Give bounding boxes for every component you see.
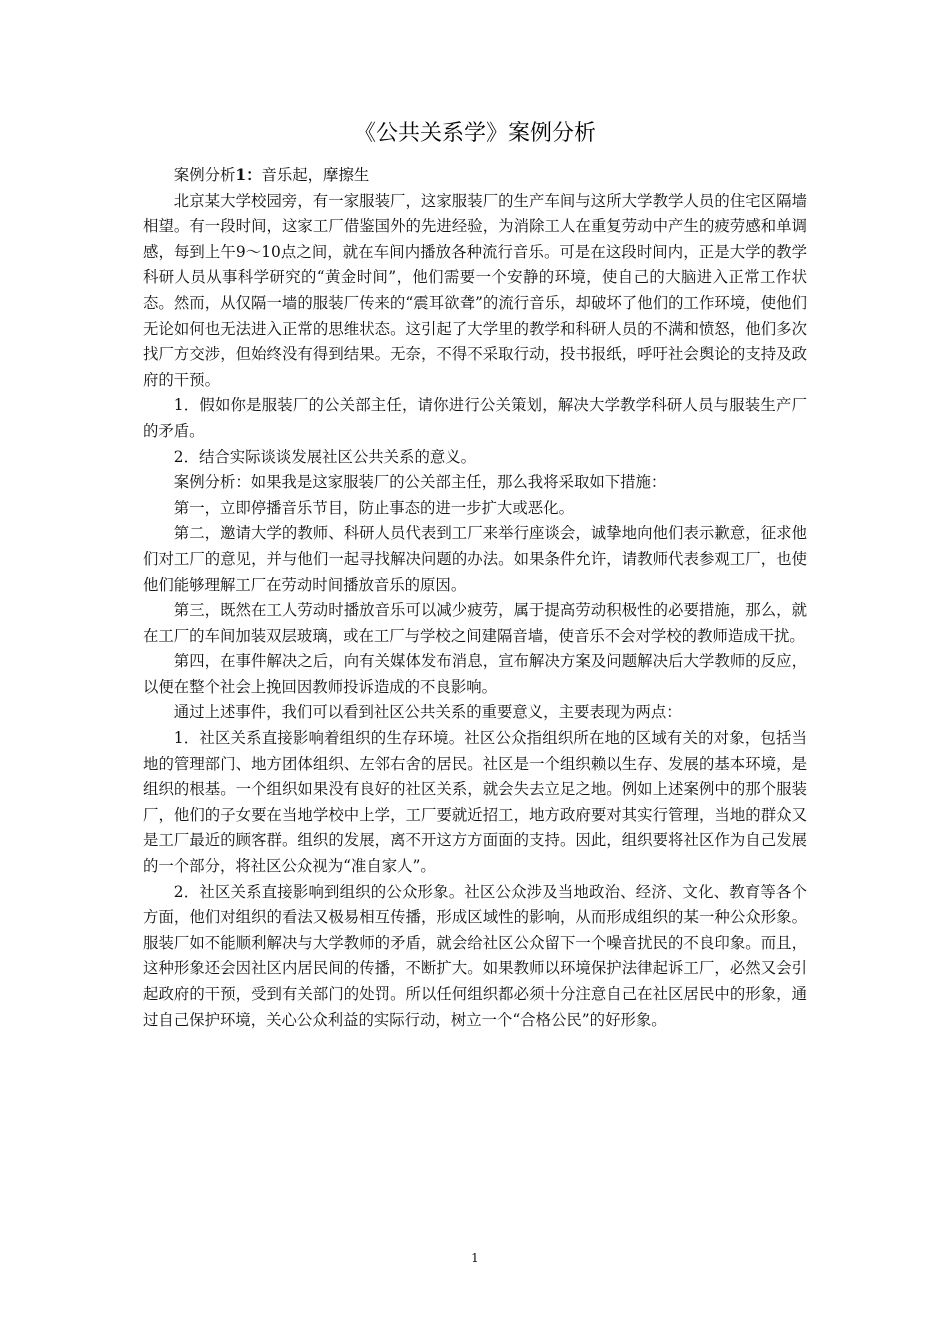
document-title: 《公共关系学》案例分析	[353, 121, 596, 146]
paragraph-significance-intro: 通过上述事件，我们可以看到社区公共关系的重要意义，主要表现为两点：	[173, 703, 682, 722]
paragraph-significance-2: 2．社区关系直接影响到组织的公众形象。社区公众涉及当地政治、经济、文化、教育等各个方面，他们对组织的看法又极易相互传播，形成区域性的影响，从而形成组织的某一种公众形象。服装厂如不能顺利解决与大学教师的矛盾，就会给社区公众留下一个噪音扰民的不良印象。而且，这种形象还会因社区内居民间的传播，不断扩大。如果教师以环境保护法律起诉工厂，必然又会引起政府的干预，受到有关部门的处罚。所以任何组织都必须十分注意自己在社区居民中的形象，通过自己保护环境，关心公众利益的实际行动，树立一个“合格公民”的好形象。	[143, 882, 807, 1029]
case-heading-label: 案例分析	[173, 166, 236, 184]
case-heading-title: 音乐起，摩擦生	[261, 166, 370, 184]
page-number: 1	[471, 1251, 479, 1265]
paragraph-measure-3: 第三，既然在工人劳动时播放音乐可以减少疲劳，属于提高劳动积极性的必要措施，那么，就在工厂的车间加装双层玻璃，或在工厂与学校之间建隔音墙，使音乐不会对学校的教师造成干扰。	[143, 601, 807, 645]
paragraph-measure-1: 第一，立即停播音乐节目，防止事态的进一步扩大或恶化。	[173, 498, 574, 517]
paragraph-measure-4: 第四，在事件解决之后，向有关媒体发布消息，宣布解决方案及问题解决后大学教师的反应，以便在整个社会上挽回因教师投诉造成的不良影响。	[143, 652, 807, 696]
paragraph-question-1: 1．假如你是服装厂的公关部主任，请你进行公关策划，解决大学教学科研人员与服装生产厂的矛盾。	[143, 396, 807, 440]
case-heading	[143, 163, 807, 189]
paragraph-case-background: 北京某大学校园旁，有一家服装厂，这家服装厂的生产车间与这所大学教学人员的住宅区隔墙相望。有一段时间，这家工厂借鉴国外的先进经验，为消除工人在重复劳动中产生的疲劳感和单调感，每到上午9～10点之间，就在车间内播放各种流行音乐。可是在这段时间内，正是大学的教学科研人员从事科学研究的“黄金时间”，他们需要一个安静的环境，使自己的大脑进入正常工作状态。然而，从仅隔一墙的服装厂传来的“震耳欲聋”的流行音乐，却破坏了他们的工作环境，使他们无论如何也无法进入正常的思维状态。这引起了大学里的教学和科研人员的不满和愤怒，他们多次找厂方交涉，但始终没有得到结果。无奈，不得不采取行动，投书报纸，呼吁社会舆论的支持及政府的干预。	[143, 191, 807, 389]
paragraph-analysis-intro: 案例分析：如果我是这家服装厂的公关部主任，那么我将采取如下措施：	[173, 473, 667, 492]
paragraph-measure-2: 第二，邀请大学的教师、科研人员代表到工厂来举行座谈会，诚挚地向他们表示歉意，征求他们对工厂的意见，并与他们一起寻找解决问题的办法。如果条件允许，请教师代表参观工厂，也使他们能够理解工厂在劳动时间播放音乐的原因。	[143, 524, 807, 594]
case-heading-number: 1：	[235, 166, 262, 184]
document-body	[143, 163, 807, 1033]
paragraph-significance-1: 1．社区关系直接影响着组织的生存环境。社区公众指组织所在地的区域有关的对象，包括当地的管理部门、地方团体组织、左邻右舍的居民。社区是一个组织赖以生存、发展的基本环境，是组织的根基。一个组织如果没有良好的社区关系，就会失去立足之地。例如上述案例中的那个服装厂，他们的子女要在当地学校中上学，工厂要就近招工，地方政府要对其实行管理，当地的群众又是工厂最近的顾客群。组织的发展，离不开这方方面面的支持。因此，组织要将社区作为自己发展的一个部分，将社区公众视为“准自家人”。	[143, 729, 807, 876]
paragraph-question-2: 2．结合实际谈谈发展社区公共关系的意义。	[173, 447, 477, 466]
